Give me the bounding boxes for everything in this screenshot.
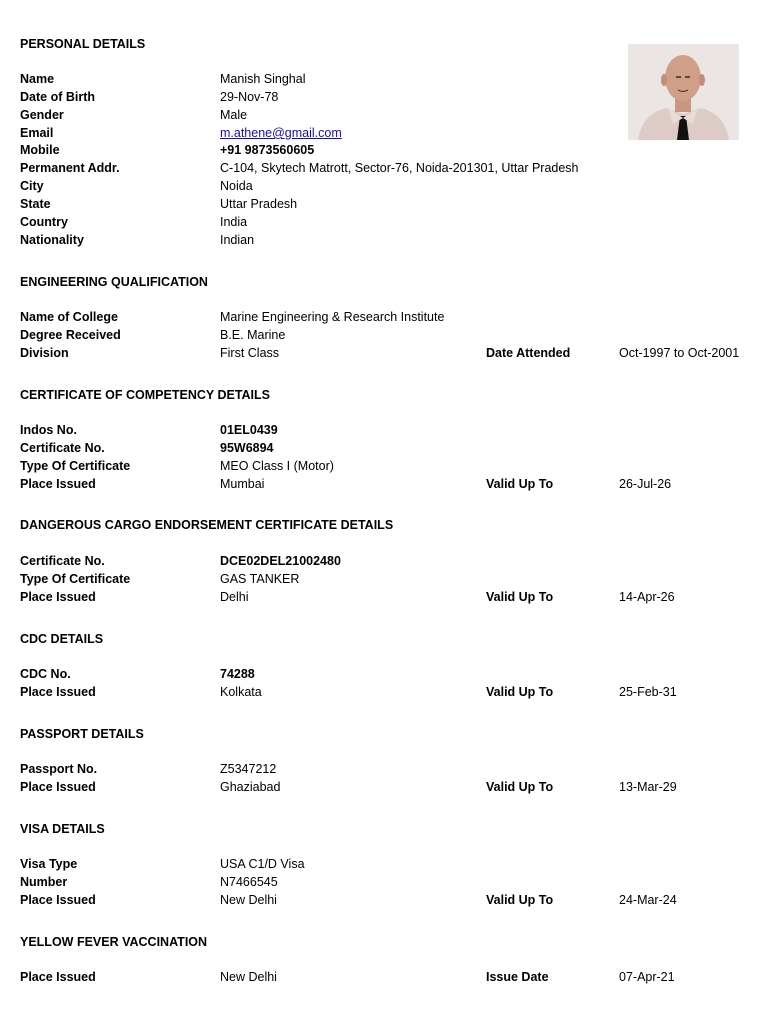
email-link[interactable]: m.athene@gmail.com <box>220 126 342 140</box>
cdc-valid-value: 25-Feb-31 <box>619 685 677 699</box>
college-value: Marine Engineering & Research Institute <box>220 310 445 324</box>
visa-place-value: New Delhi <box>220 893 277 907</box>
coc-valid-label: Valid Up To <box>486 477 554 491</box>
mobile-label: Mobile <box>20 143 60 157</box>
section-heading-yellow-fever: YELLOW FEVER VACCINATION <box>20 935 208 949</box>
coc-type-value: MEO Class I (Motor) <box>220 459 334 473</box>
gender-label: Gender <box>20 108 64 122</box>
city-value: Noida <box>220 179 253 193</box>
city-label: City <box>20 179 44 193</box>
section-heading-engineering: ENGINEERING QUALIFICATION <box>20 275 208 289</box>
coc-place-value: Mumbai <box>220 477 265 491</box>
passport-place-label: Place Issued <box>20 780 96 794</box>
division-value: First Class <box>220 346 280 360</box>
coc-valid-value: 26-Jul-26 <box>619 477 672 491</box>
state-label: State <box>20 197 51 211</box>
state-value: Uttar Pradesh <box>220 197 298 211</box>
address-label: Permanent Addr. <box>20 161 120 175</box>
section-heading-visa: VISA DETAILS <box>20 822 105 836</box>
coc-cert-value: 95W6894 <box>220 441 274 455</box>
cdc-place-value: Kolkata <box>220 685 262 699</box>
division-label: Division <box>20 346 69 360</box>
dce-cert-label: Certificate No. <box>20 554 105 568</box>
dce-valid-value: 14-Apr-26 <box>619 590 675 604</box>
college-label: Name of College <box>20 310 118 324</box>
section-heading-passport: PASSPORT DETAILS <box>20 727 144 741</box>
dce-valid-label: Valid Up To <box>486 590 554 604</box>
indos-value: 01EL0439 <box>220 423 278 437</box>
passport-no-value: Z5347212 <box>220 762 277 776</box>
nationality-label: Nationality <box>20 233 84 247</box>
passport-place-value: Ghaziabad <box>220 780 281 794</box>
degree-value: B.E. Marine <box>220 328 286 342</box>
dce-cert-value: DCE02DEL21002480 <box>220 554 341 568</box>
cdc-place-label: Place Issued <box>20 685 96 699</box>
passport-valid-label: Valid Up To <box>486 780 554 794</box>
dob-value: 29-Nov-78 <box>220 90 279 104</box>
country-value: India <box>220 215 248 229</box>
visa-valid-label: Valid Up To <box>486 893 554 907</box>
yf-place-value: New Delhi <box>220 970 277 984</box>
dce-place-value: Delhi <box>220 590 249 604</box>
passport-valid-value: 13-Mar-29 <box>619 780 677 794</box>
date-attended-label: Date Attended <box>486 346 571 360</box>
coc-place-label: Place Issued <box>20 477 96 491</box>
yf-place-label: Place Issued <box>20 970 96 984</box>
visa-type-value: USA C1/D Visa <box>220 857 305 871</box>
profile-photo <box>628 44 739 140</box>
cdc-no-value: 74288 <box>220 667 255 681</box>
name-value: Manish Singhal <box>220 72 306 86</box>
passport-no-label: Passport No. <box>20 762 98 776</box>
name-label: Name <box>20 72 55 86</box>
email-label: Email <box>20 126 54 140</box>
address-value: C-104, Skytech Matrott, Sector-76, Noida-201301, Uttar Pradesh <box>220 161 579 175</box>
dob-label: Date of Birth <box>20 90 95 104</box>
dce-type-value: GAS TANKER <box>220 572 300 586</box>
mobile-value: +91 9873560605 <box>220 143 315 157</box>
visa-valid-value: 24-Mar-24 <box>619 893 677 907</box>
visa-place-label: Place Issued <box>20 893 96 907</box>
degree-label: Degree Received <box>20 328 121 342</box>
visa-number-value: N7466545 <box>220 875 278 889</box>
visa-type-label: Visa Type <box>20 857 78 871</box>
visa-number-label: Number <box>20 875 68 889</box>
person-portrait-icon <box>628 44 739 140</box>
indos-label: Indos No. <box>20 423 77 437</box>
yf-issue-value: 07-Apr-21 <box>619 970 675 984</box>
section-heading-cdc: CDC DETAILS <box>20 632 104 646</box>
date-attended-value: Oct-1997 to Oct-2001 <box>619 346 740 360</box>
country-label: Country <box>20 215 68 229</box>
nationality-value: Indian <box>220 233 255 247</box>
yf-issue-label: Issue Date <box>486 970 549 984</box>
gender-value: Male <box>220 108 248 122</box>
section-heading-personal: PERSONAL DETAILS <box>20 37 146 51</box>
section-heading-dce: DANGEROUS CARGO ENDORSEMENT CERTIFICATE DETAILS <box>20 518 394 532</box>
dce-type-label: Type Of Certificate <box>20 572 131 586</box>
cdc-no-label: CDC No. <box>20 667 71 681</box>
coc-type-label: Type Of Certificate <box>20 459 131 473</box>
dce-place-label: Place Issued <box>20 590 96 604</box>
cdc-valid-label: Valid Up To <box>486 685 554 699</box>
coc-cert-label: Certificate No. <box>20 441 105 455</box>
section-heading-coc: CERTIFICATE OF COMPETENCY DETAILS <box>20 388 271 402</box>
